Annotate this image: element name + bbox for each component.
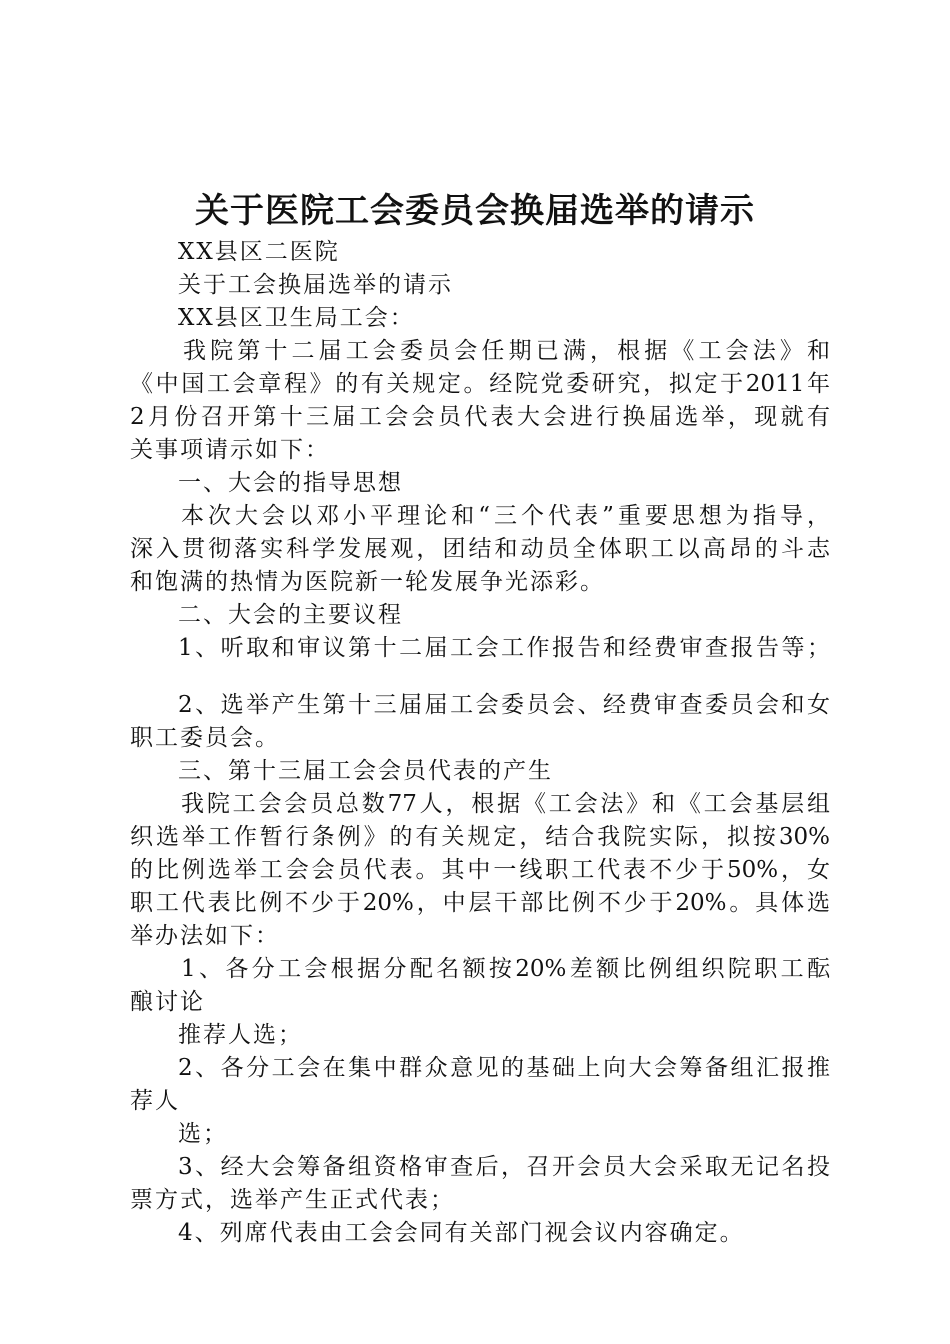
- document-title: 关于医院工会委员会换届选举的请示: [195, 191, 755, 231]
- paragraph-line: 举办法如下：: [130, 923, 280, 949]
- sender-line: XX县区二医院: [178, 239, 340, 265]
- paragraph-line: 我院第十二届工会委员会任期已满，根据《工会法》和: [183, 338, 830, 364]
- section-heading: 三、第十三届工会会员代表的产生: [178, 758, 553, 784]
- paragraph-line: 《中国工会章程》的有关规定。经院党委研究，拟定于2011年: [130, 371, 830, 397]
- paragraph-line: 织选举工作暂行条例》的有关规定，结合我院实际，拟按30%: [130, 824, 830, 850]
- list-item: 4、列席代表由工会会同有关部门视会议内容确定。: [178, 1220, 745, 1246]
- paragraph-line: 的比例选举工会会员代表。其中一线职工代表不少于50%，女: [130, 857, 830, 883]
- paragraph-line: 我院工会会员总数77人，根据《工会法》和《工会基层组: [181, 791, 830, 817]
- paragraph-line: 本次大会以邓小平理论和“三个代表”重要思想为指导，: [181, 503, 830, 529]
- list-item: 职工委员会。: [130, 725, 280, 751]
- paragraph-line: 和饱满的热情为医院新一轮发展争光添彩。: [130, 569, 605, 595]
- list-item: 1、听取和审议第十二届工会工作报告和经费审查报告等；: [178, 635, 830, 661]
- list-item: 2、选举产生第十三届届工会委员会、经费审查委员会和女: [178, 692, 830, 718]
- list-item: 1、各分工会根据分配名额按20%差额比例组织院职工酝: [181, 956, 830, 982]
- list-item: 酿讨论: [130, 989, 205, 1015]
- list-item: 选；: [178, 1121, 228, 1147]
- paragraph-line: 深入贯彻落实科学发展观，团结和动员全体职工以高昂的斗志: [130, 536, 830, 562]
- section-heading: 二、大会的主要议程: [178, 602, 403, 628]
- paragraph-line: 关事项请示如下：: [130, 437, 330, 463]
- list-item: 荐人: [130, 1088, 180, 1114]
- recipient-line: XX县区卫生局工会：: [178, 305, 415, 331]
- section-heading: 一、大会的指导思想: [178, 470, 403, 496]
- list-item: 3、经大会筹备组资格审查后，召开会员大会采取无记名投: [178, 1154, 830, 1180]
- paragraph-line: 2月份召开第十三届工会会员代表大会进行换届选举，现就有: [130, 404, 830, 430]
- list-item: 2、各分工会在集中群众意见的基础上向大会筹备组汇报推: [178, 1055, 830, 1081]
- list-item: 票方式，选举产生正式代表；: [130, 1187, 455, 1213]
- list-item: 推荐人选；: [178, 1022, 303, 1048]
- subject-line: 关于工会换届选举的请示: [178, 272, 453, 298]
- paragraph-line: 职工代表比例不少于20%，中层干部比例不少于20%。具体选: [130, 890, 830, 916]
